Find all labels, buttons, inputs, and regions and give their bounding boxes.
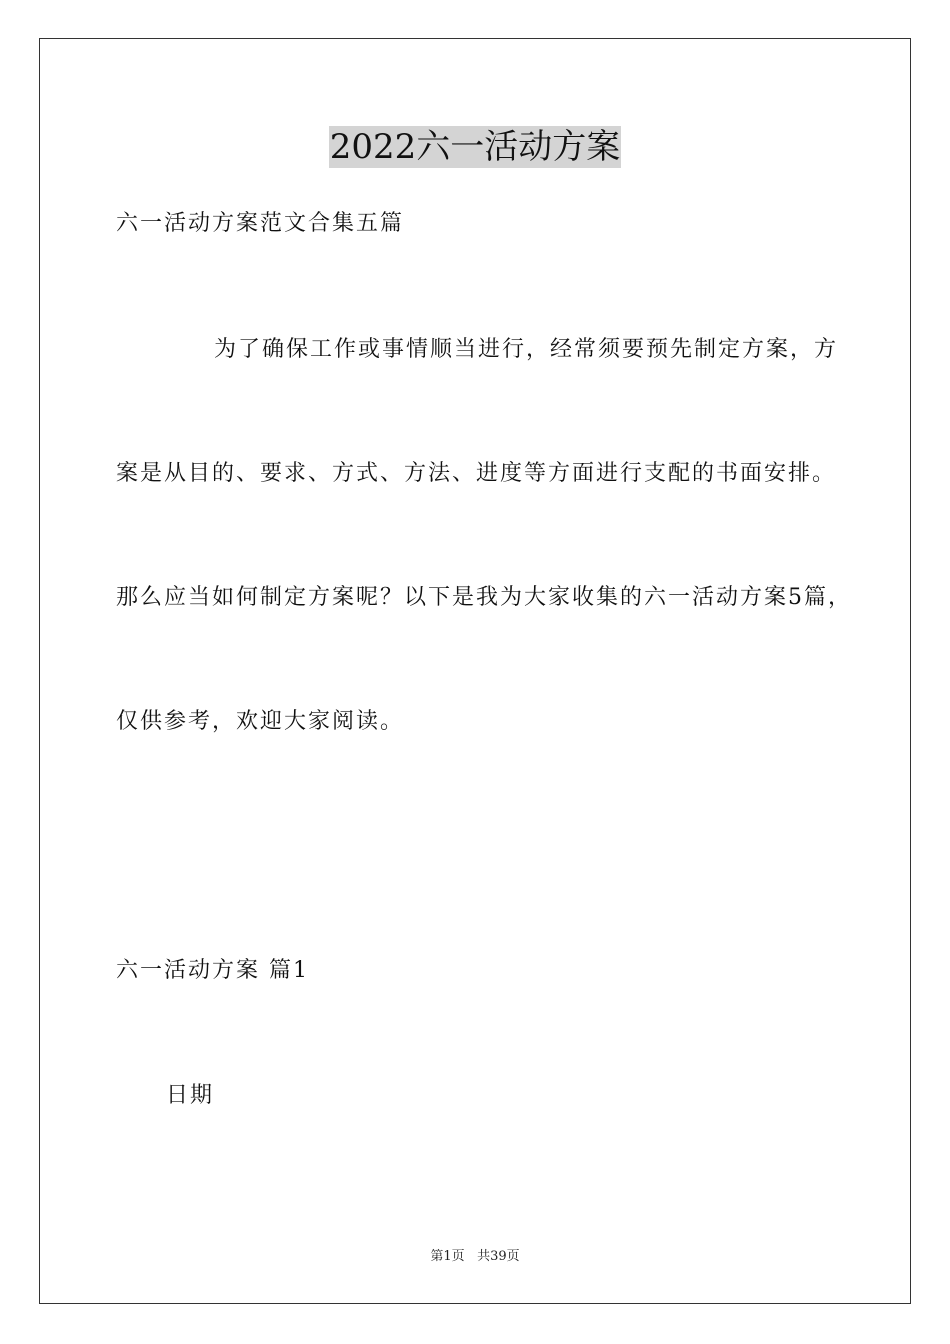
page-number: 第1页 — [430, 1249, 465, 1264]
paragraph-line-4: 仅供参考，欢迎大家阅读。 — [116, 709, 405, 734]
document-title: 2022六一活动方案 — [329, 127, 621, 167]
paragraph-line-3: 那么应当如何制定方案呢？以下是我为大家收集的六一活动方案5篇， — [116, 585, 852, 610]
paragraph-line-2: 案是从目的、要求、方式、方法、进度等方面进行支配的书面安排。 — [116, 461, 837, 486]
document-subtitle: 六一活动方案范文合集五篇 — [116, 211, 405, 236]
date-label: 日期 — [166, 1083, 215, 1108]
page-footer — [0, 1248, 950, 1266]
page-total: 共39页 — [477, 1249, 520, 1264]
title-container — [0, 126, 950, 168]
section-heading: 六一活动方案 篇1 — [116, 958, 309, 983]
paragraph-line-1: 为了确保工作或事情顺当进行，经常须要预先制定方案，方 — [214, 337, 839, 362]
